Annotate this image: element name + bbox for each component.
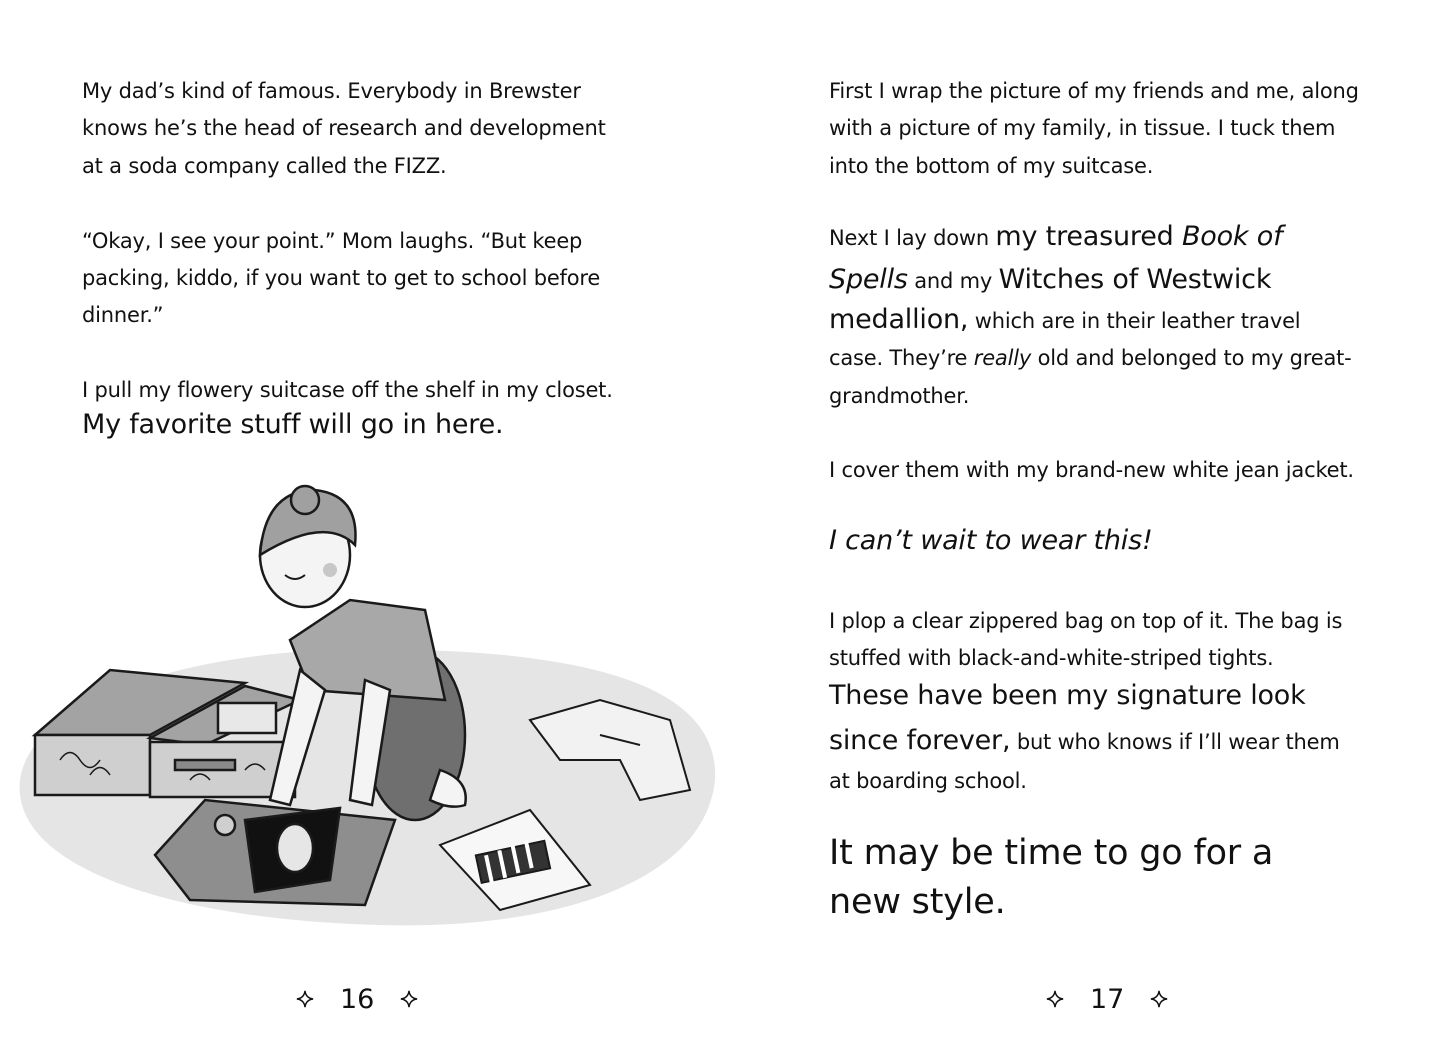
right-p5-line3: These have been my signature look [829,680,1306,711]
text-run: case. They’re [829,346,974,370]
right-p2-line3 [829,301,1300,341]
left-p2-line1: “Okay, I see your point.” Mom laughs. “But keep [82,229,583,253]
left-p3-line1: I pull my flowery suitcase off the shelf in my closet. [82,378,613,402]
four-point-star-icon [1046,990,1064,1008]
text-run-large: my treasured [995,221,1182,252]
page-number: 16 [340,983,375,1015]
right-p5-line4 [829,722,1340,762]
text-run: Next I lay down [829,226,996,250]
text-run: and my [907,269,999,293]
four-point-star-icon [400,990,418,1008]
right-p2-line4 [829,340,1352,378]
left-p1-line1: My dad’s kind of famous. Everybody in Brewster [82,79,581,103]
right-p6-line2: new style. [829,882,1006,922]
right-p5-line2: stuffed with black-and-white-striped tights. [829,646,1274,670]
right-p1-line2: with a picture of my family, in tissue. I tuck them [829,116,1336,140]
text-run: which are in their leather travel [968,309,1301,333]
right-p2-line5: grandmother. [829,384,970,408]
left-p2-line3: dinner.” [82,303,164,327]
page-number: 17 [1090,983,1125,1015]
left-p1-line2: knows he’s the head of research and development [82,116,606,140]
flowery-suitcase-icon [35,670,300,797]
right-p3-line: I cover them with my brand-new white jean jacket. [829,458,1354,482]
right-p1-line3: into the bottom of my suitcase. [829,154,1154,178]
text-run-large: since forever, [829,725,1011,756]
text-run-large: Witches of Westwick [998,264,1272,295]
text-run-large: medallion, [829,304,969,335]
book-title-run: Book of [1181,221,1283,252]
left-p1-line3: at a soda company called the FIZZ. [82,154,447,178]
text-run: old and belonged to my great- [1031,346,1352,370]
right-p4-exclamation: I can’t wait to wear this! [829,525,1153,556]
book-title-run: Spells [829,264,908,295]
left-p2-line2: packing, kiddo, if you want to get to school before [82,266,601,290]
text-run-italic: really [973,346,1032,370]
right-p5-line1: I plop a clear zippered bag on top of it. The bag is [829,609,1343,633]
right-p6-line1: It may be time to go for a [829,833,1274,873]
right-page [723,0,1445,1051]
four-point-star-icon [296,990,314,1008]
right-p5-line5: at boarding school. [829,769,1027,793]
right-p1-line1: First I wrap the picture of my friends and me, along [829,79,1359,103]
leather-travel-case-icon [155,800,395,905]
left-page-folio [296,978,418,1020]
packing-illustration [0,470,722,940]
left-p3-emphasis: My favorite stuff will go in here. [82,409,504,440]
right-page-folio [1046,978,1168,1020]
right-p2-line1 [829,218,1282,258]
text-run: but who knows if I’ll wear them [1010,730,1340,754]
right-p2-line2 [829,261,1271,301]
left-page [0,0,722,1051]
four-point-star-icon [1150,990,1168,1008]
